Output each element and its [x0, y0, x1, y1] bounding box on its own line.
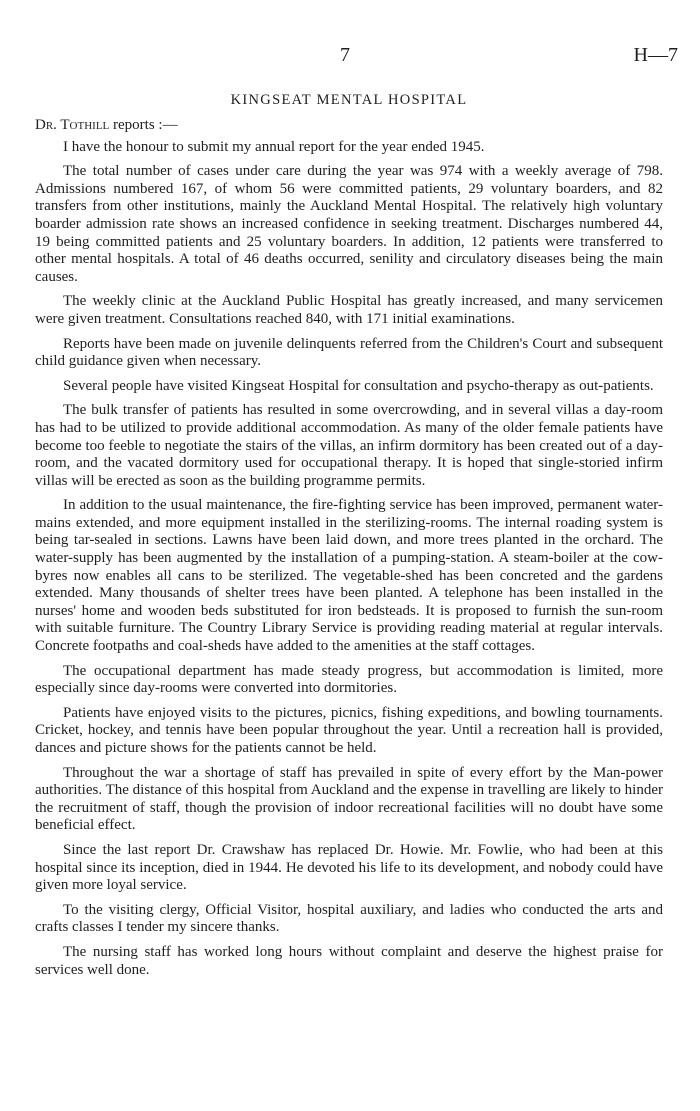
section-code: H—7	[633, 44, 678, 66]
author-name: Dr. Tothill	[35, 117, 110, 133]
paragraph: Throughout the war a shortage of staff has prevailed in spite of every effort by the Man-power authorities. The distance of this hospital from Auckland and the expense in travelling are likely to hinder the recruitment of staff, though the provision of indoor recreational facilities will no doubt have some beneficial effect.	[35, 764, 663, 834]
page-number: 7	[340, 44, 350, 66]
paragraph: The bulk transfer of patients has resulted in some overcrowding, and in several villas a day-room has had to be utilized to provide additional accommodation. As many of the older female patients have become too feeble to negotiate the stairs of the villas, an infirm dormitory has been created out of a day-room, and the vacated dormitory used for occupational therapy. It is hoped that single-storied infirm villas will be erected as soon as the building programme permits.	[35, 402, 663, 489]
paragraph: The occupational department has made steady progress, but accommodation is limited, more especially since day-rooms were converted into dormitories.	[35, 662, 663, 697]
paragraph: The nursing staff has worked long hours without complaint and deserve the highest praise for services well done.	[35, 943, 663, 978]
report-title: KINGSEAT MENTAL HOSPITAL	[230, 92, 468, 108]
paragraph: In addition to the usual maintenance, the fire-fighting service has been improved, permanent water-mains extended, and more equipment installed in the sterilizing-rooms. The internal roading system is being tar-sealed in sections. Lawns have been laid down, and more trees planted in the orchard. The water-supply has been augmented by the installation of a pumping-station. A steam-boiler at the cow-byres now enables all cans to be sterilized. The vegetable-shed has been concreted and the gardens extended. Many thousands of shelter trees have been planted. A telephone has been installed in the nurses' home and wooden beds substituted for iron bedsteads. It is proposed to furnish the sun-room with suitable furniture. The Country Library Service is providing reading material at regular intervals. Concrete footpaths and coal-sheds have added to the amenities at the staff cottages.	[35, 497, 663, 655]
paragraph: The weekly clinic at the Auckland Public Hospital has greatly increased, and many servicemen were given treatment. Consultations reached 840, with 171 initial examinations.	[35, 293, 663, 327]
page-header	[0, 44, 700, 70]
report-body	[35, 92, 663, 985]
paragraph: Several people have visited Kingseat Hospital for consultation and psycho-therapy as out-patients.	[63, 377, 654, 394]
paragraph: To the visiting clergy, Official Visitor, hospital auxiliary, and ladies who conducted the arts and crafts classes I tender my sincere thanks.	[35, 901, 663, 936]
paragraph: Patients have enjoyed visits to the pictures, picnics, fishing expeditions, and bowling tournaments. Cricket, hockey, and tennis have been popular throughout the year. Until a recreation hall is provided, dances and picture shows for the patients cannot be held.	[35, 704, 663, 756]
author-line	[35, 117, 663, 135]
paragraph: Since the last report Dr. Crawshaw has replaced Dr. Howie. Mr. Fowlie, who had been at this hospital since its inception, died in 1944. He devoted his life to its development, and nobody could have given more loyal service.	[35, 841, 663, 894]
paragraph: I have the honour to submit my annual report for the year ended 1945.	[63, 138, 485, 155]
paragraph: Reports have been made on juvenile delinquents referred from the Children's Court and subsequent child guidance given when necessary.	[35, 335, 663, 370]
author-suffix: reports :—	[109, 117, 178, 133]
paragraph: The total number of cases under care during the year was 974 with a weekly average of 798. Admissions numbered 167, of whom 56 were committed patients, 29 voluntary boarders, and 82 transfers from other institutions, mainly the Auckland Mental Hospital. The relatively high voluntary boarder admission rate shows an increased confidence in seeking treatment. Discharges numbered 44, 19 being committed patients and 25 voluntary boarders. In addition, 12 patients were transferred to other mental hospitals. A total of 46 deaths occurred, senility and circulatory diseases being the main causes.	[35, 163, 663, 285]
